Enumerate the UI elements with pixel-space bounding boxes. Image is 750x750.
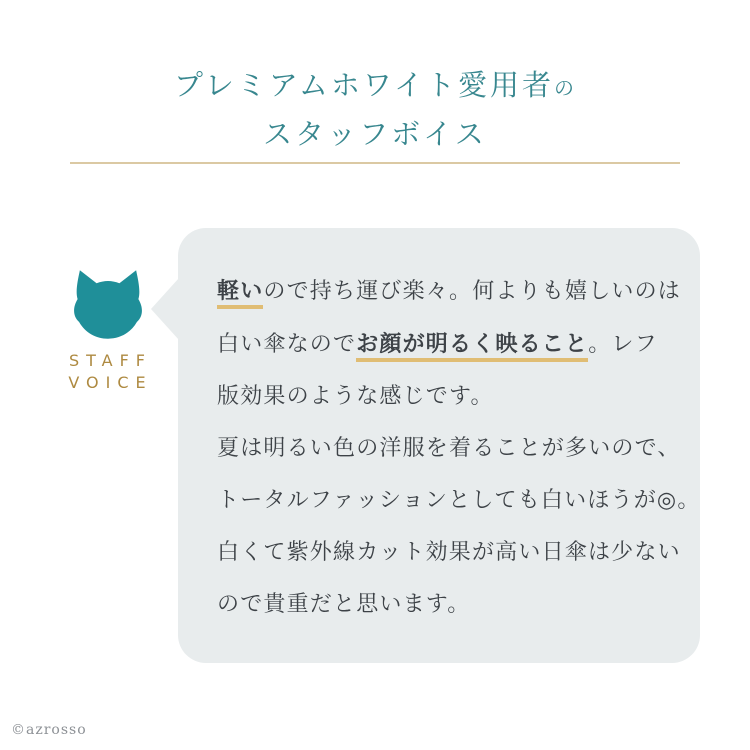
- bubble-text-segment: 夏は明るい色の洋服を着ることが多いので、: [217, 436, 681, 461]
- bubble-text-segment: 版効果のような感じです。: [217, 384, 494, 409]
- bubble-line: [217, 318, 701, 371]
- cat-icon: [70, 268, 146, 341]
- bubble-line: [217, 527, 701, 579]
- bubble-text-segment: 白い傘なので: [217, 332, 357, 357]
- page-title-line-1: [0, 62, 750, 111]
- bubble-line: [217, 475, 701, 527]
- bubble-line: [217, 265, 701, 318]
- speech-bubble-tail: [151, 278, 179, 340]
- bubble-text-emphasis: お顔が明るく映ること: [356, 331, 588, 362]
- speech-bubble: [178, 228, 700, 663]
- bubble-text-segment: ので貴重だと思います。: [217, 592, 471, 617]
- bubble-line: [217, 423, 701, 475]
- page-title-line-2: スタッフボイス: [263, 117, 487, 151]
- bubble-text-segment: ので持ち運び楽々。何よりも嬉しいのは: [263, 279, 682, 304]
- staff-voice-badge: [60, 268, 156, 394]
- bubble-text-segment: 。レフ: [588, 332, 658, 357]
- bubble-line: [217, 371, 701, 423]
- page-title: [0, 62, 750, 157]
- bubble-text-emphasis: 軽い: [217, 278, 263, 309]
- bubble-text-segment: トータルファッションとしても白いほうが◎。: [217, 488, 701, 513]
- watermark: ©azrosso: [11, 722, 87, 738]
- page-title-line-1-particle: の: [553, 76, 576, 100]
- bubble-text-segment: 白くて紫外線カット効果が高い日傘は少ない: [217, 540, 681, 565]
- header-divider: [70, 162, 680, 164]
- speech-bubble-text: [178, 228, 729, 631]
- staff-voice-label-line-1: STAFF: [68, 351, 153, 370]
- bubble-line: [217, 579, 701, 631]
- page-title-line-1-main: プレミアムホワイト愛用者: [174, 68, 554, 102]
- staff-voice-label-line-2: VOICE: [68, 373, 153, 392]
